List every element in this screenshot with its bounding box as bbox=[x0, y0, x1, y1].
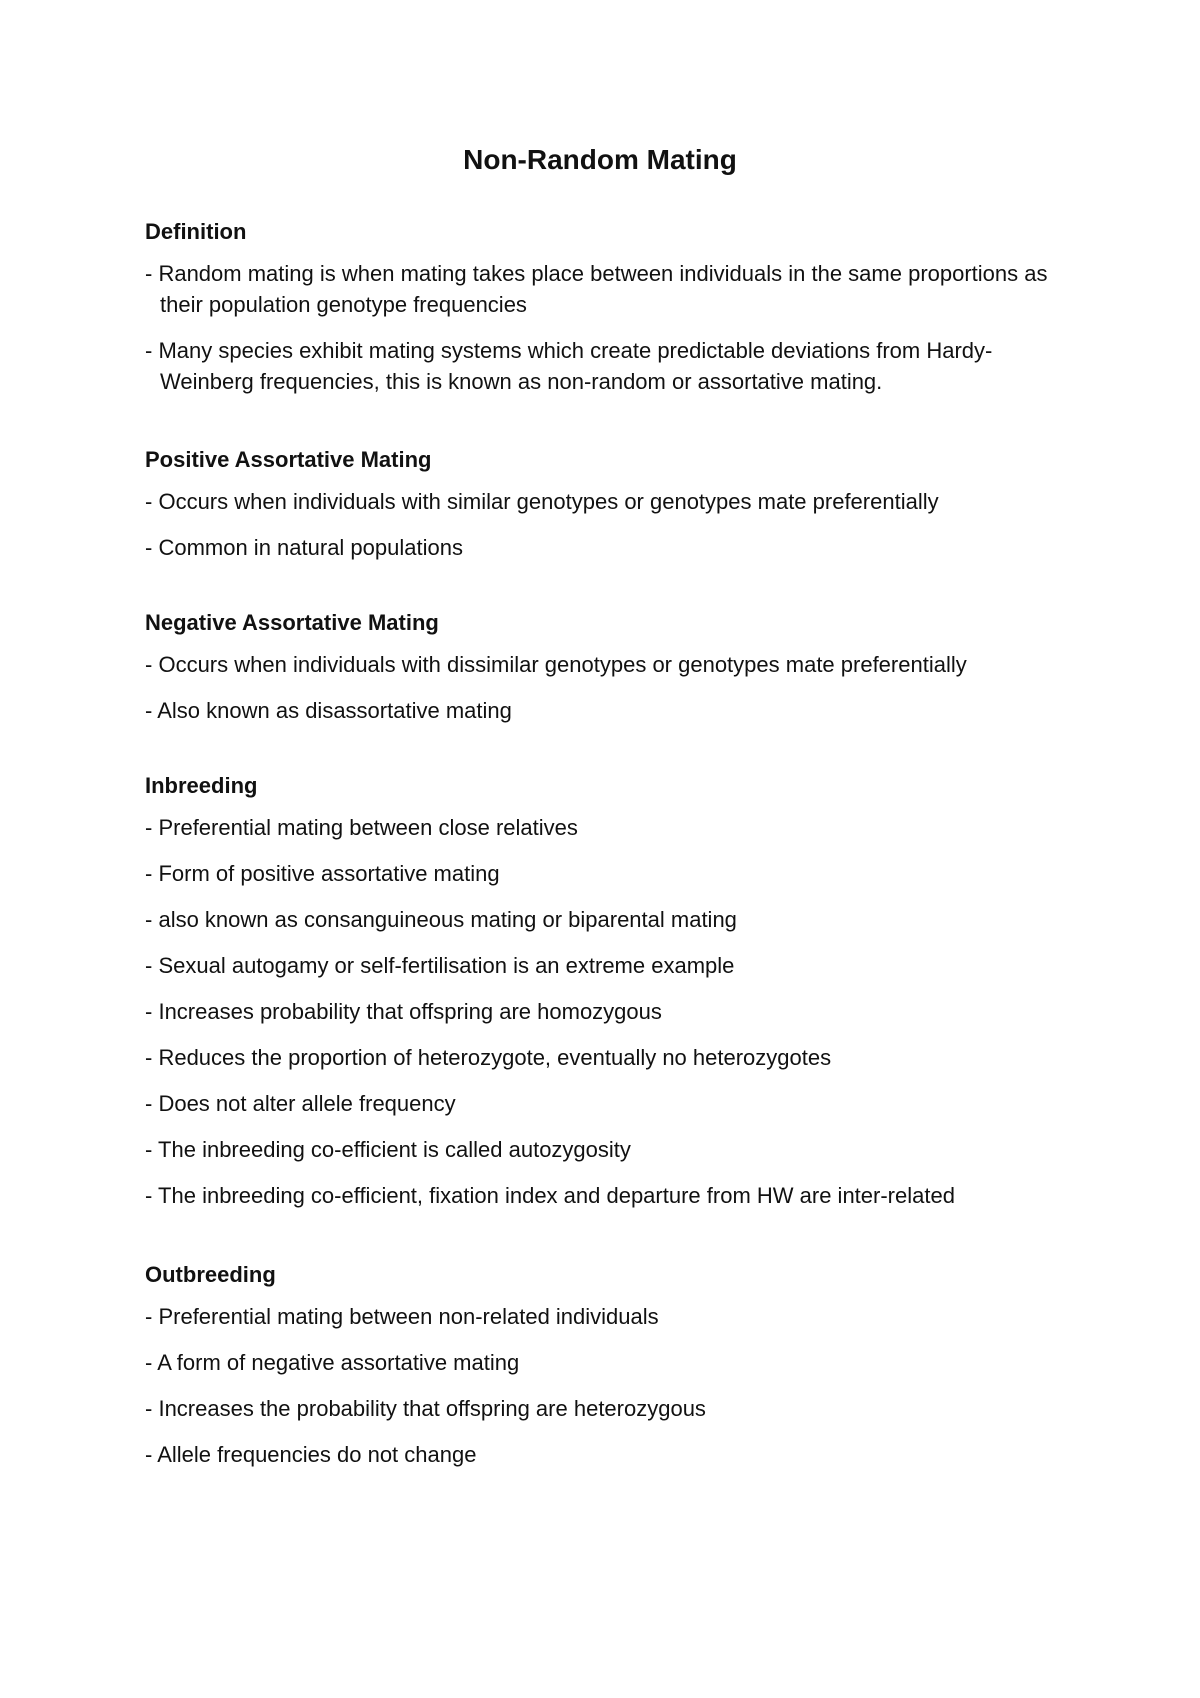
section-heading: Inbreeding bbox=[145, 773, 258, 798]
list-item: - Allele frequencies do not change bbox=[145, 1439, 1085, 1470]
bullet-list bbox=[145, 258, 1085, 397]
list-item: - Occurs when individuals with dissimilar genotypes or genotypes mate preferentially bbox=[145, 649, 1085, 680]
section-heading: Definition bbox=[145, 219, 247, 244]
section-negative-assortative-mating bbox=[145, 609, 1085, 741]
section-positive-assortative-mating bbox=[145, 446, 1085, 578]
list-item: - Many species exhibit mating systems which create predictable deviations from Hardy-Weinberg frequencies, this is known as non-random or assortative mating. bbox=[145, 335, 1085, 397]
bullet-list bbox=[145, 649, 1085, 726]
list-item: - Does not alter allele frequency bbox=[145, 1088, 1085, 1119]
bullet-list bbox=[145, 1301, 1085, 1470]
section-heading: Positive Assortative Mating bbox=[145, 447, 432, 472]
section-inbreeding bbox=[145, 772, 1085, 1226]
list-item: - Reduces the proportion of heterozygote, eventually no heterozygotes bbox=[145, 1042, 1085, 1073]
list-item: - A form of negative assortative mating bbox=[145, 1347, 1085, 1378]
list-item: - Random mating is when mating takes place between individuals in the same proportions as their population genotype frequencies bbox=[145, 258, 1085, 320]
list-item: - The inbreeding co-efficient, fixation index and departure from HW are inter-related bbox=[145, 1180, 1085, 1211]
bullet-list bbox=[145, 812, 1085, 1211]
section-heading: Outbreeding bbox=[145, 1262, 276, 1287]
section-definition bbox=[145, 218, 1085, 412]
list-item: - Form of positive assortative mating bbox=[145, 858, 1085, 889]
page-title: Non-Random Mating bbox=[463, 144, 737, 175]
list-item: - also known as consanguineous mating or biparental mating bbox=[145, 904, 1085, 935]
bullet-list bbox=[145, 486, 1085, 563]
list-item: - The inbreeding co-efficient is called autozygosity bbox=[145, 1134, 1085, 1165]
list-item: - Increases probability that offspring are homozygous bbox=[145, 996, 1085, 1027]
list-item: - Also known as disassortative mating bbox=[145, 695, 1085, 726]
list-item: - Preferential mating between close relatives bbox=[145, 812, 1085, 843]
list-item: - Occurs when individuals with similar genotypes or genotypes mate preferentially bbox=[145, 486, 1085, 517]
section-heading: Negative Assortative Mating bbox=[145, 610, 439, 635]
section-outbreeding bbox=[145, 1261, 1085, 1485]
list-item: - Sexual autogamy or self-fertilisation is an extreme example bbox=[145, 950, 1085, 981]
list-item: - Preferential mating between non-related individuals bbox=[145, 1301, 1085, 1332]
list-item: - Common in natural populations bbox=[145, 532, 1085, 563]
list-item: - Increases the probability that offspring are heterozygous bbox=[145, 1393, 1085, 1424]
